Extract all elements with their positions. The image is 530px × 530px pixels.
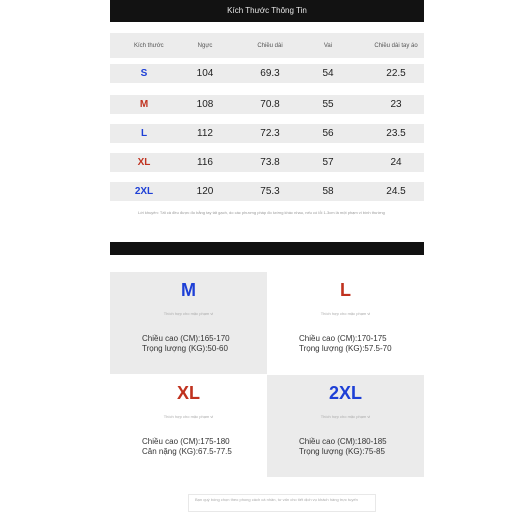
card-subtitle: Thích hợp cho mặc phạm vi — [320, 414, 371, 419]
table-cell: 72.3 — [260, 128, 280, 139]
table-cell: 22.5 — [386, 68, 406, 79]
card-height-range: Chiều cao (CM):170-175 — [299, 334, 387, 343]
card-size-label: 2XL — [328, 383, 362, 403]
header-sleeve: Chiều dài tay áo — [374, 42, 418, 49]
table-cell: 58 — [322, 186, 334, 197]
size-label: S — [140, 68, 148, 79]
table-cell: 23.5 — [386, 128, 406, 139]
card-weight-range: Trọng lượng (KG):75-85 — [299, 447, 385, 456]
table-row — [110, 182, 424, 201]
size-label: L — [140, 128, 148, 139]
table-header — [110, 33, 424, 58]
size-label: M — [139, 99, 149, 110]
table-cell: 23 — [390, 99, 402, 110]
card-weight-range: Trọng lượng (KG):50-60 — [142, 344, 228, 353]
table-cell: 24.5 — [386, 186, 406, 197]
card-weight-range: Cân nặng (KG):67.5-77.5 — [142, 447, 232, 456]
header-shoulder: Vai — [323, 42, 333, 49]
size-label: XL — [137, 157, 151, 168]
table-cell: 116 — [197, 157, 213, 168]
card-size-label: XL — [176, 383, 200, 403]
size-card — [110, 375, 267, 477]
table-cell: 54 — [322, 68, 334, 79]
size-label: 2XL — [134, 186, 154, 197]
size-card — [267, 375, 424, 477]
table-cell: 73.8 — [260, 157, 280, 168]
card-height-range: Chiều cao (CM):175-180 — [142, 437, 230, 446]
card-size-label: L — [340, 280, 351, 300]
divider-bar — [110, 242, 424, 255]
table-cell: 108 — [196, 99, 214, 110]
header-size: Kích thước — [134, 42, 164, 49]
page-title: Kích Thước Thông Tin — [110, 0, 424, 22]
size-card — [267, 272, 424, 374]
table-cell: 57 — [322, 157, 334, 168]
table-cell: 69.3 — [260, 68, 280, 79]
card-subtitle: Thích hợp cho mặc phạm vi — [320, 311, 371, 316]
card-size-label: M — [181, 280, 196, 300]
table-row — [110, 95, 424, 114]
table-row — [110, 153, 424, 172]
table-cell: 104 — [196, 68, 214, 79]
table-row — [110, 124, 424, 143]
card-weight-range: Trọng lượng (KG):57.5-70 — [299, 344, 392, 353]
table-row — [110, 64, 424, 83]
table-cell: 56 — [322, 128, 334, 139]
header-chest: Ngực — [197, 42, 213, 49]
table-cell: 112 — [197, 128, 213, 139]
header-length: Chiều dài — [257, 42, 283, 49]
table-cell: 120 — [196, 186, 214, 197]
table-cell: 55 — [322, 99, 334, 110]
table-cell: 70.8 — [260, 99, 280, 110]
card-subtitle: Thích hợp cho mặc phạm vi — [163, 311, 214, 316]
card-subtitle: Thích hợp cho mặc phạm vi — [163, 414, 214, 419]
table-cell: 24 — [390, 157, 402, 168]
card-height-range: Chiều cao (CM):165-170 — [142, 334, 230, 343]
size-card — [110, 272, 267, 374]
table-cell: 75.3 — [260, 186, 280, 197]
card-height-range: Chiều cao (CM):180-185 — [299, 437, 387, 446]
measurement-note: Lời khuyên: Tất cả đều được đo bằng tay tất gạch, do các phương pháp đo lường khác nhau, nếu có lỗi 1-3cm là một phạm vi bình thường — [138, 210, 385, 215]
footer-note: Bạn quý bóng chọn theo phong cách cá nhân, tư vấn cho tiết dịch vụ khách hàng trực tuyến — [188, 494, 376, 512]
